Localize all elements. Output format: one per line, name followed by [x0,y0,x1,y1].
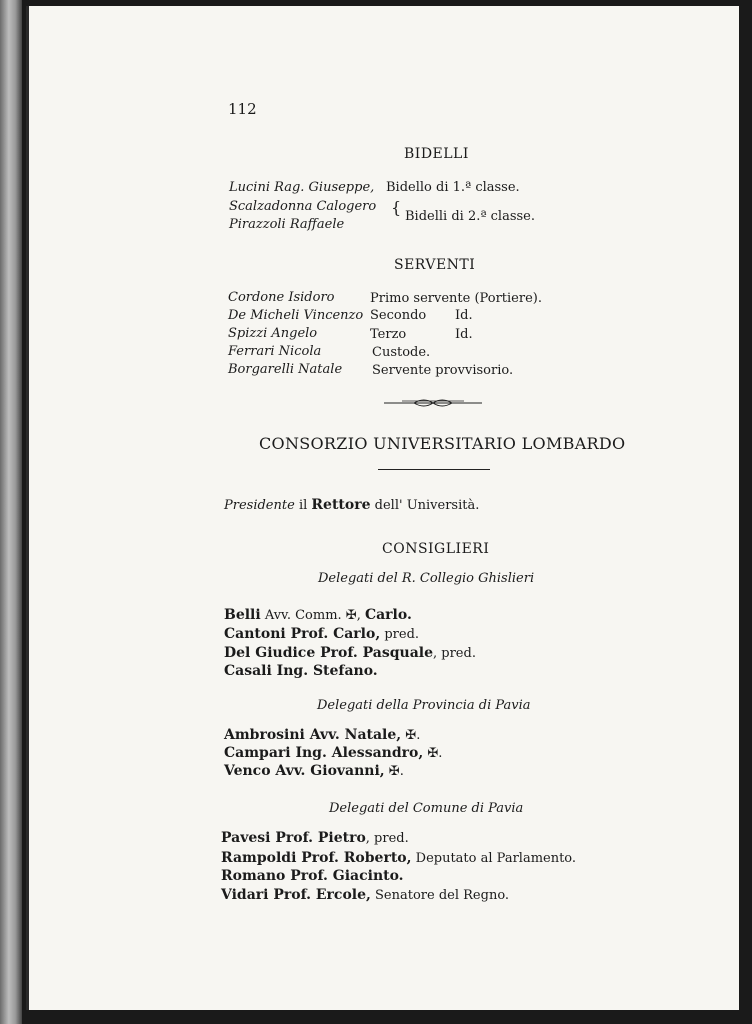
title-rule [378,469,490,470]
servente-id: Id. [455,327,473,342]
servente-role: Secondo [370,308,427,323]
ornament-divider-icon [384,396,482,410]
servente-name: Cordone Isidoro [228,290,335,305]
brace-icon: { [391,198,402,217]
presidente-label: Presidente [224,498,295,513]
member-line [221,827,409,846]
bidello-name: Lucini Rag. Giuseppe, [229,180,375,195]
page-number: 112 [228,100,257,118]
member-detail: ✠. [384,764,404,779]
member-detail: Deputato al Parlamento. [411,851,577,866]
member-name-part: Carlo. [364,607,412,623]
member-name: Casali Ing. Stefano. [224,663,378,679]
servente-role: Servente provvisorio. [372,363,514,378]
bidello-name: Scalzadonna Calogero [229,199,377,214]
member-name: Pavesi Prof. Pietro [221,830,366,846]
servente-role: Primo servente (Portiere). [370,291,542,306]
bidello-role: Bidello di 1.ª classe. [386,180,520,195]
consiglieri-heading: CONSIGLIERI [382,541,490,557]
member-line [224,760,404,779]
servente-name: Spizzi Angelo [228,326,318,341]
presidente-line [224,497,479,513]
member-name: Del Giudice Prof. Pasquale [224,645,433,661]
member-name: Cantoni Prof. Carlo, [224,626,381,642]
member-detail: , pred. [365,831,409,846]
member-detail: Senatore del Regno. [370,888,510,903]
presidente-rettore: Rettore [311,497,371,513]
member-name: Campari Ing. Alessandro, [224,745,424,761]
member-detail: pred. [380,627,420,642]
servente-name: Borgarelli Natale [228,362,343,377]
member-name: Belli [224,607,261,623]
member-name: Venco Avv. Giovanni, [224,763,385,779]
servente-id: Id. [455,308,473,323]
member-name: Rampoldi Prof. Roberto, [221,850,412,866]
servente-name: De Micheli Vincenzo [228,308,364,323]
bidello-role: Bidelli di 2.ª classe. [405,209,536,224]
member-line [224,724,420,743]
member-line [221,884,509,903]
servente-name: Ferrari Nicola [228,344,322,359]
member-line [224,642,476,661]
page-bottom-edge [26,1010,752,1024]
member-line [224,604,412,623]
group-title: Delegati del Comune di Pavia [329,801,524,816]
bidello-name: Pirazzoli Raffaele [229,217,345,232]
section-heading-bidelli: BIDELLI [404,146,469,162]
member-detail: Avv. Comm. ✠, [260,608,365,623]
member-line [221,865,404,884]
member-line [224,742,442,761]
member-detail: ✠. [401,728,421,743]
presidente-rest: dell' Università. [374,498,480,513]
servente-role: Terzo [370,327,407,342]
member-name: Vidari Prof. Ercole, [221,887,371,903]
section-heading-serventi: SERVENTI [394,257,476,273]
member-name: Romano Prof. Giacinto. [221,868,404,884]
group-title: Delegati del R. Collegio Ghislieri [318,571,535,586]
member-name: Ambrosini Avv. Natale, [224,727,402,743]
servente-role: Custode. [372,345,431,360]
member-line [221,847,576,866]
group-title: Delegati della Provincia di Pavia [317,698,531,713]
member-line [224,623,419,642]
member-line [224,660,378,679]
member-detail: ✠. [423,746,443,761]
presidente-il: il [298,498,308,513]
member-detail: , pred. [433,646,476,661]
consorzio-title: CONSORZIO UNIVERSITARIO LOMBARDO [259,434,626,453]
